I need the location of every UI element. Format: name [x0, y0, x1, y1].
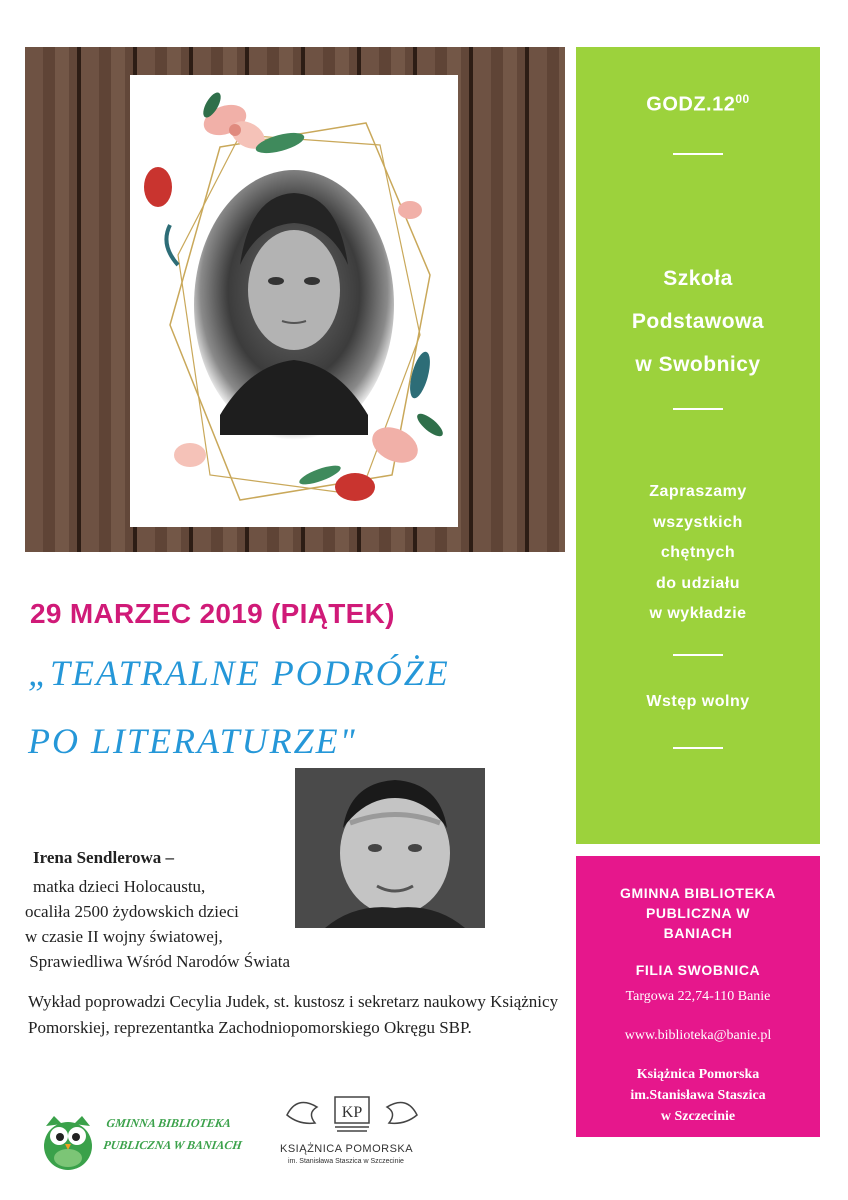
elderly-portrait-photo [295, 768, 485, 928]
portrait-card [130, 75, 458, 527]
divider [673, 408, 723, 410]
bio-line: ocaliła 2500 żydowskich dzieci [25, 902, 239, 921]
library-address: Targowa 22,74-110 Banie [625, 989, 771, 1004]
event-title-line2: PO LITERATURZE" [28, 721, 357, 761]
ksiaznica-pomorska-logo-icon [277, 1085, 427, 1143]
svg-text:KP: KP [341, 1104, 363, 1121]
owl-logo-icon [38, 1108, 108, 1172]
bio-line: w czasie II wojny światowej, [25, 927, 223, 946]
library-branch: FILIA SWOBNICA [635, 962, 761, 978]
bio-line: Sprawiedliwa Wśród Narodów Świata [25, 952, 291, 971]
divider [673, 654, 723, 656]
municipal-library-logo-text: GMINNA BIBLIOTEKA PUBLICZNA W BANIACH [102, 1116, 243, 1152]
person-name: Irena Sendlerowa – [33, 848, 175, 867]
bio-line: matka dzieci Holocaustu, [33, 877, 206, 896]
invitation-text: Zapraszamy wszystkich chętnych do udziału w wykładzie [649, 483, 747, 622]
lecturer-info: Wykład poprowadzi Cecylia Judek, st. kustosz i sekretarz naukowy Książnicy Pomorskiej, reprezentantka Zachodniopomorskiego Okręgu SBP. [28, 992, 559, 1037]
entry-info: Wstęp wolny [646, 693, 750, 710]
ksiaznica-pomorska-subtitle: im. Stanisława Staszica w Szczecinie [288, 1158, 404, 1165]
library-info-panel [576, 856, 820, 1137]
ksiaznica-pomorska-name: KSIĄŻNICA POMORSKA [280, 1143, 414, 1155]
library-name: GMINNA BIBLIOTEKA PUBLICZNA W BANIACH [620, 885, 776, 941]
event-date: 29 MARZEC 2019 (PIĄTEK) [30, 598, 395, 629]
event-title-line1: „TEATRALNE PODRÓŻE [28, 653, 450, 693]
divider [673, 153, 723, 155]
floral-frame-portrait [130, 75, 458, 527]
library-website[interactable]: www.biblioteka@banie.pl [624, 1028, 772, 1043]
divider [673, 747, 723, 749]
person-description [25, 874, 290, 974]
event-time: $GODZ.12^{00}$ [646, 92, 750, 116]
venue-name: Szkoła Podstawowa w Swobnicy [631, 267, 765, 376]
event-info-panel [576, 47, 820, 844]
partner-library: Książnica Pomorska im.Stanisława Staszica w Szczecinie [630, 1067, 766, 1124]
